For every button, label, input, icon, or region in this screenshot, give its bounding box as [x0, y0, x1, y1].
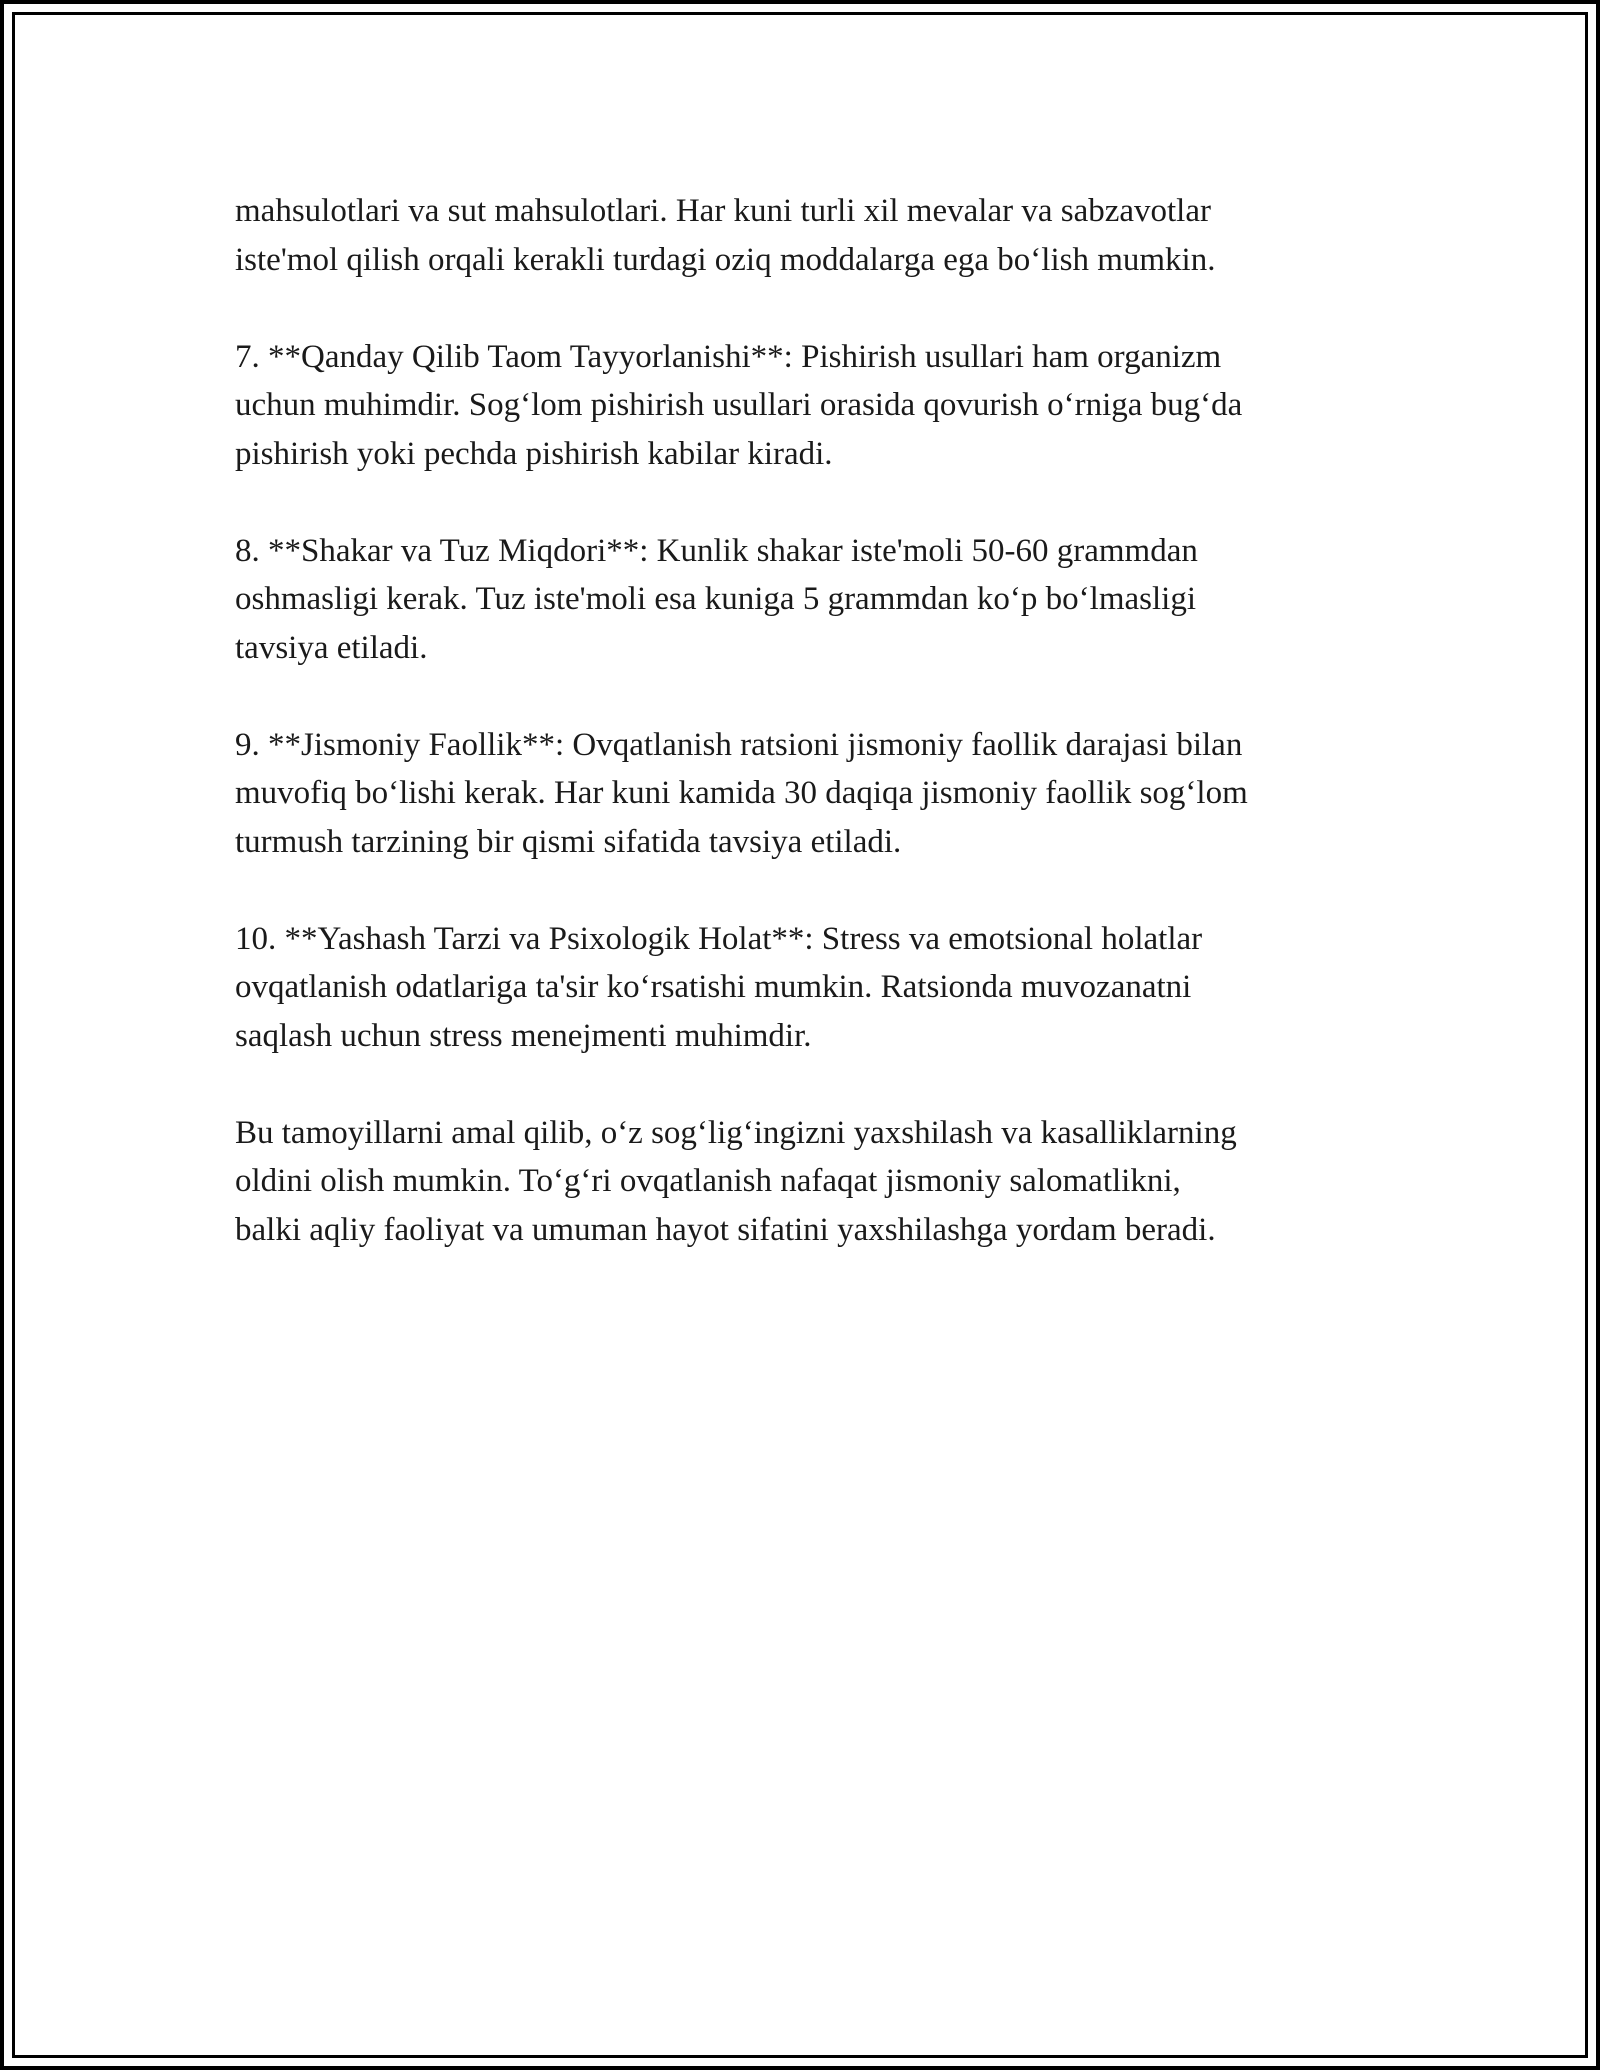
text-line: 7. **Qanday Qilib Taom Tayyorlanishi**: Pishirish usullari ham organizm [235, 338, 1222, 375]
text-line: iste'mol qilish orqali kerakli turdagi oziq moddalarga ega bo‘lish mumkin. [235, 241, 1216, 278]
text-line: balki aqliy faoliyat va umuman hayot sifatini yaxshilashga yordam beradi. [235, 1211, 1216, 1248]
text-line: 9. **Jismoniy Faollik**: Ovqatlanish ratsioni jismoniy faollik darajasi bilan [235, 726, 1243, 763]
text-line: muvofiq bo‘lishi kerak. Har kuni kamida 30 daqiqa jismoniy faollik sog‘lom [235, 775, 1248, 811]
text-line: tavsiya etiladi. [235, 629, 428, 666]
text-line: saqlash uchun stress menejmenti muhimdir. [235, 1017, 812, 1054]
paragraph-conclusion [235, 1109, 1435, 1255]
text-line: oshmasligi kerak. Tuz iste'moli esa kuniga 5 grammdan ko‘p bo‘lmasligi [235, 581, 1196, 617]
paragraph-intro-continuation [235, 187, 1435, 284]
text-line: uchun muhimdir. Sog‘lom pishirish usullari orasida qovurish o‘rniga bug‘da [235, 387, 1243, 423]
paragraph-item-10 [235, 915, 1435, 1061]
text-line: Bu tamoyillarni amal qilib, o‘z sog‘lig‘ingizni yaxshilash va kasalliklarning [235, 1114, 1237, 1151]
paragraph-item-7 [235, 333, 1435, 479]
text-line: ovqatlanish odatlariga ta'sir ko‘rsatishi mumkin. Ratsionda muvozanatni [235, 969, 1192, 1005]
text-line: oldini olish mumkin. To‘g‘ri ovqatlanish nafaqat jismoniy salomatlikni, [235, 1163, 1181, 1199]
text-line: 8. **Shakar va Tuz Miqdori**: Kunlik shakar iste'moli 50-60 grammdan [235, 532, 1198, 569]
text-line: 10. **Yashash Tarzi va Psixologik Holat**: Stress va emotsional holatlar [235, 920, 1203, 957]
document-body [235, 187, 1435, 1303]
paragraph-item-8 [235, 527, 1435, 673]
text-line: mahsulotlari va sut mahsulotlari. Har kuni turli xil mevalar va sabzavotlar [235, 193, 1211, 229]
text-line: turmush tarzining bir qismi sifatida tavsiya etiladi. [235, 823, 902, 860]
paragraph-item-9 [235, 721, 1435, 867]
text-line: pishirish yoki pechda pishirish kabilar kiradi. [235, 435, 833, 472]
